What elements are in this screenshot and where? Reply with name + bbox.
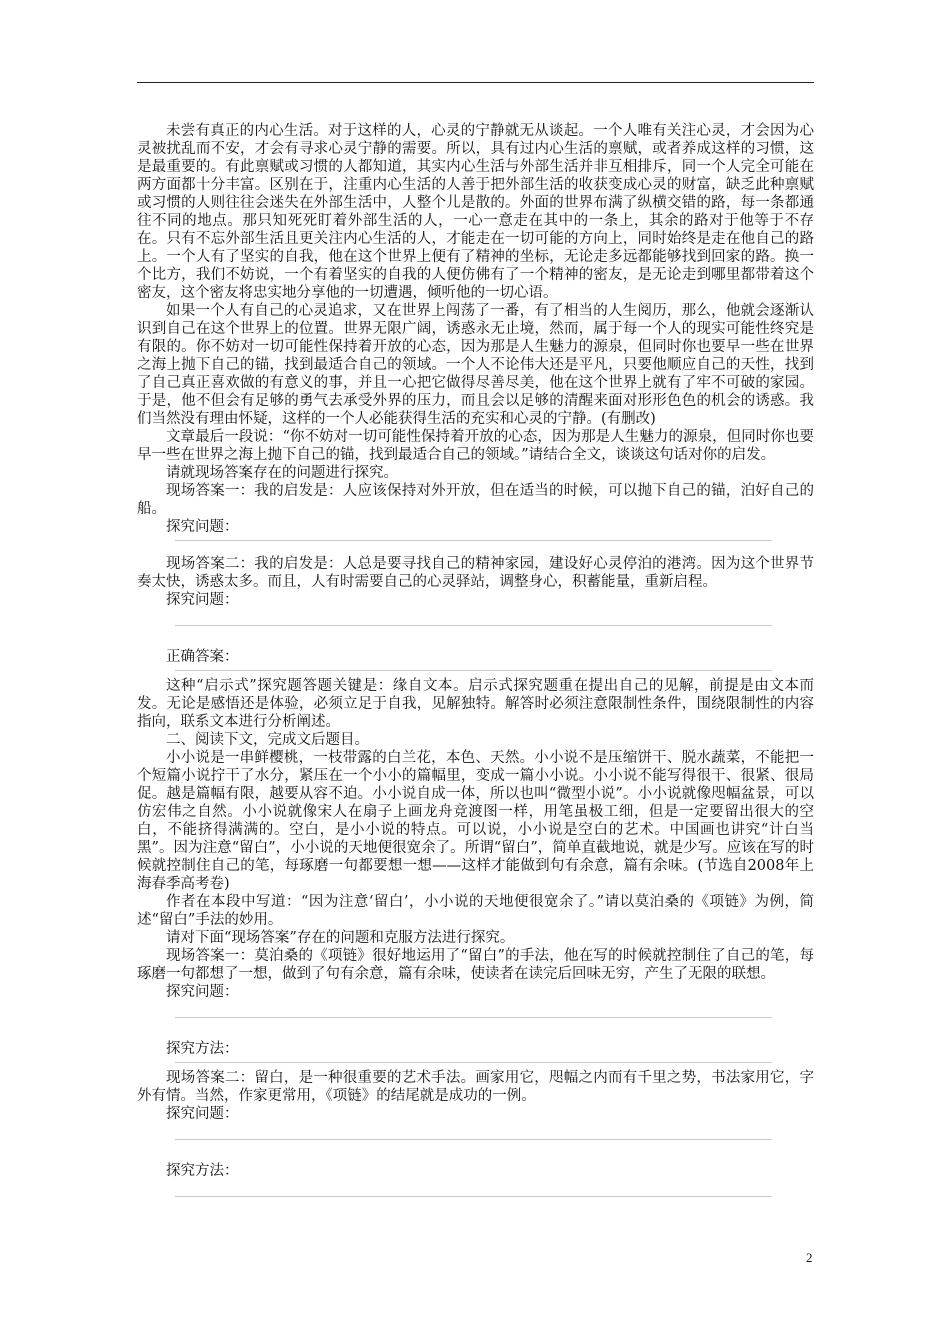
answer-line[interactable] <box>175 540 772 541</box>
answer-2-2: 现场答案二：留白，是一种很重要的艺术手法。画家用它，咫幅之内而有千里之势，书法家用它，字外有情。当然，作家更常用，《项链》的结尾就是成功的一例。 <box>137 1070 814 1104</box>
document-body <box>137 122 814 1219</box>
answer-line[interactable] <box>175 1139 772 1140</box>
answer-line[interactable] <box>175 1196 772 1197</box>
problem-label-1: 探究问题： <box>166 519 239 535</box>
answer-1-2: 现场答案二：我的启发是：人总是要寻找自己的精神家园，建设好心灵停泊的港湾。因为这个世界节奏太快，诱惑太多。而且，人有时需要自己的心灵驿站，调整身心，积蓄能量，重新启程。 <box>137 556 814 590</box>
section-2-heading: 二、阅读下文，完成文后题目。 <box>166 732 369 748</box>
passage-paragraph-2: 如果一个人有自己的心灵追求，又在世界上闯荡了一番，有了相当的人生阅历，那么，他就会逐渐认识到自己在这个世界上的位置。世界无限广阔，诱惑永无止境，然而，属于每一个人的现实可能性终究是有限的。你不妨对一切可能性保持着开放的心态，因为那是人生魅力的源泉，但同时你也要早一些在世界之海上抛下自己的锚，找到最适合自己的领域。一个人不论伟大还是平凡，只要他顺应自己的天性，找到了自己真正喜欢做的有意义的事，并且一心把它做得尽善尽美，他在这个世界上就有了牢不可破的家园。于是，他不但会有足够的勇气去承受外界的压力，而且会以足够的清醒来面对形形色色的机会的诱惑。我们当然没有理由怀疑，这样的一个人必能获得生活的充实和心灵的宁静。(有删改) <box>137 303 814 427</box>
question-1: 文章最后一段说：“你不妨对一切可能性保持着开放的心态，因为那是人生魅力的源泉，但同时你也要早一些在世界之海上抛下自己的锚，找到最适合自己的领域。”请结合全文，谈谈这句话对你的启发。 <box>137 429 814 463</box>
page-number: 2 <box>806 1250 813 1265</box>
answer-line[interactable] <box>175 670 772 671</box>
answer-line[interactable] <box>175 1062 772 1063</box>
answer-line[interactable] <box>175 1017 772 1018</box>
problem-label-2: 探究问题： <box>166 592 239 608</box>
method-label-2: 探究方法： <box>166 1163 239 1179</box>
problem-label-3: 探究问题： <box>166 984 239 1000</box>
answer-1-1: 现场答案一：我的启发是：人应该保持对外开放，但在适当的时候，可以抛下自己的锚，泊好自己的船。 <box>137 483 814 517</box>
passage-paragraph-1: 未尝有真正的内心生活。对于这样的人，心灵的宁静就无从谈起。一个人唯有关注心灵，才会因为心灵被扰乱而不安，才会有寻求心灵宁静的需要。所以，具有过内心生活的禀赋，或者养成这样的习惯，这是最重要的。有此禀赋或习惯的人都知道，其实内心生活与外部生活并非互相排斥，同一个人完全可能在两方面都十分丰富。区别在于，注重内心生活的人善于把外部生活的收获变成心灵的财富，缺乏此种禀赋或习惯的人则往往会迷失在外部生活中，人整个儿是散的。外面的世界布满了纵横交错的路，每一条都通往不同的地点。那只知死死盯着外部生活的人，一心一意走在其中的一条上，其余的路对于他等于不存在。只有不忘外部生活且更关注内心生活的人，才能走在一切可能的方向上，同时始终是走在他自己的路上。一个人有了坚实的自我，他在这个世界上便有了精神的坐标，无论走多远都能够找到回家的路。换一个比方，我们不妨说，一个有着坚实的自我的人便仿佛有了一个精神的密友，是无论走到哪里都带着这个密友，这个密友将忠实地分享他的一切遭遇，倾听他的一切心语。 <box>137 123 814 301</box>
header-rule <box>137 82 814 83</box>
instruction-2: 请对下面“现场答案”存在的问题和克服方法进行探究。 <box>166 930 515 946</box>
correct-answer-label: 正确答案： <box>166 649 239 665</box>
answer-line[interactable] <box>175 625 772 626</box>
passage-2: 小小说是一串鲜樱桃，一枝带露的白兰花，本色、天然。小小说不是压缩饼干、脱水蔬菜，不能把一个短篇小说拧干了水分，紧压在一个小小的篇幅里，变成一篇小小说。小小说不能写得很干、很紧、很局促。越是篇幅有限，越要从容不迫。小小说自成一体，所以也叫“微型小说”。小小说就像咫幅盆景，可以仿宏伟之自然。小小说就像宋人在扇子上画龙舟竞渡图一样，用笔虽极工细，但是一定要留出很大的空白，不能挤得满满的。空白，是小小说的特点。可以说，小小说是空白的艺术。中国画也讲究“计白当黑”。因为注意“留白”，小小说的天地便很宽余了。所谓“留白”，简单直截地说，就是少写。应该在写的时候就控制住自己的笔，每琢磨一句都要想一想——这样才能做到句有余意，篇有余味。(节选自2008年上海春季高考卷) <box>137 750 814 892</box>
question-2: 作者在本段中写道：“因为注意‘留白’，小小说的天地便很宽余了。”请以莫泊桑的《项链》为例，简述“留白”手法的妙用。 <box>137 894 814 928</box>
tip-paragraph: 这种“启示式”探究题答题关键是：缘自文本。启示式探究题重在提出自己的见解，前提是由文本而发。无论是感悟还是体验，必须立足于自我，见解独特。解答时必须注意限制性条件，围绕限制性的内容指向，联系文本进行分析阐述。 <box>137 678 814 730</box>
method-label-1: 探究方法： <box>166 1041 239 1057</box>
instruction-1: 请就现场答案存在的问题进行探究。 <box>166 465 398 481</box>
problem-label-4: 探究问题： <box>166 1106 239 1122</box>
answer-2-1: 现场答案一：莫泊桑的《项链》很好地运用了“留白”的手法，他在写的时候就控制住了自己的笔，每琢磨一句都想了一想，做到了句有余意，篇有余味，使读者在读完后回味无穷，产生了无限的联想。 <box>137 948 814 982</box>
